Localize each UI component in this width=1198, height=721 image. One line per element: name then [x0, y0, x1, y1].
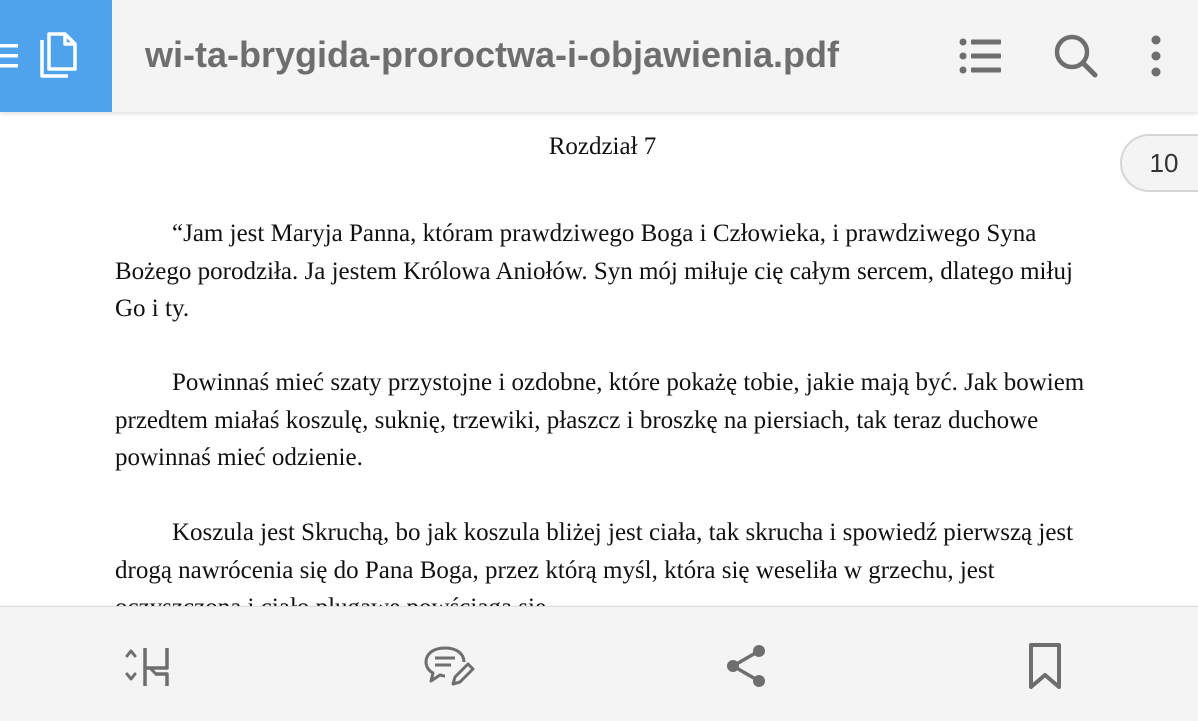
bookmark-button[interactable]	[1019, 640, 1071, 692]
outline-list-icon	[959, 36, 1003, 76]
reflow-button[interactable]	[122, 640, 174, 692]
search-button[interactable]	[1050, 30, 1102, 82]
documents-tab[interactable]	[0, 0, 112, 112]
reflow-icon	[123, 644, 173, 688]
share-button[interactable]	[720, 640, 772, 692]
comment-icon	[423, 644, 475, 688]
share-icon	[724, 643, 768, 689]
bookmark-icon	[1028, 642, 1062, 690]
outline-button[interactable]	[955, 30, 1007, 82]
page-number-badge[interactable]: 10	[1120, 134, 1198, 192]
more-vert-icon	[1148, 35, 1164, 77]
document-viewport[interactable]	[0, 112, 1198, 606]
paragraph-2: Powinnaś mieć szaty przystojne i ozdobne, które pokażę tobie, jakie mają być. Jak bowiem przedtem miałaś koszulę, suknię, trzewiki, płaszcz i broszkę na piersiach, tak teraz duchowe powinnaś mieć odzienie.	[115, 369, 1085, 471]
menu-icon[interactable]	[0, 40, 22, 72]
documents-icon	[36, 32, 78, 80]
more-options-button[interactable]	[1130, 30, 1182, 82]
comment-button[interactable]	[423, 640, 475, 692]
bottom-toolbar	[0, 606, 1198, 721]
paragraph-1: “Jam jest Maryja Panna, któram prawdziwego Boga i Człowieka, i prawdziwego Syna Bożego porodziła. Ja jestem Królowa Aniołów. Syn mój miłuje cię całym sercem, dlatego miłuj Go i ty.	[115, 220, 1073, 322]
paragraph-3: Koszula jest Skruchą, bo jak koszula bliżej jest ciała, tak skrucha i spowiedź pierwszą jest drogą nawrócenia się do Pana Boga, przez którą myśl, która się weseliła w grzechu, jest	[115, 519, 1074, 584]
search-icon	[1053, 33, 1099, 79]
top-toolbar	[0, 0, 1198, 112]
chapter-title: Rozdział 7	[548, 133, 657, 160]
file-title: wi-ta-brygida-proroctwa-i-objawienia.pdf	[145, 34, 840, 75]
